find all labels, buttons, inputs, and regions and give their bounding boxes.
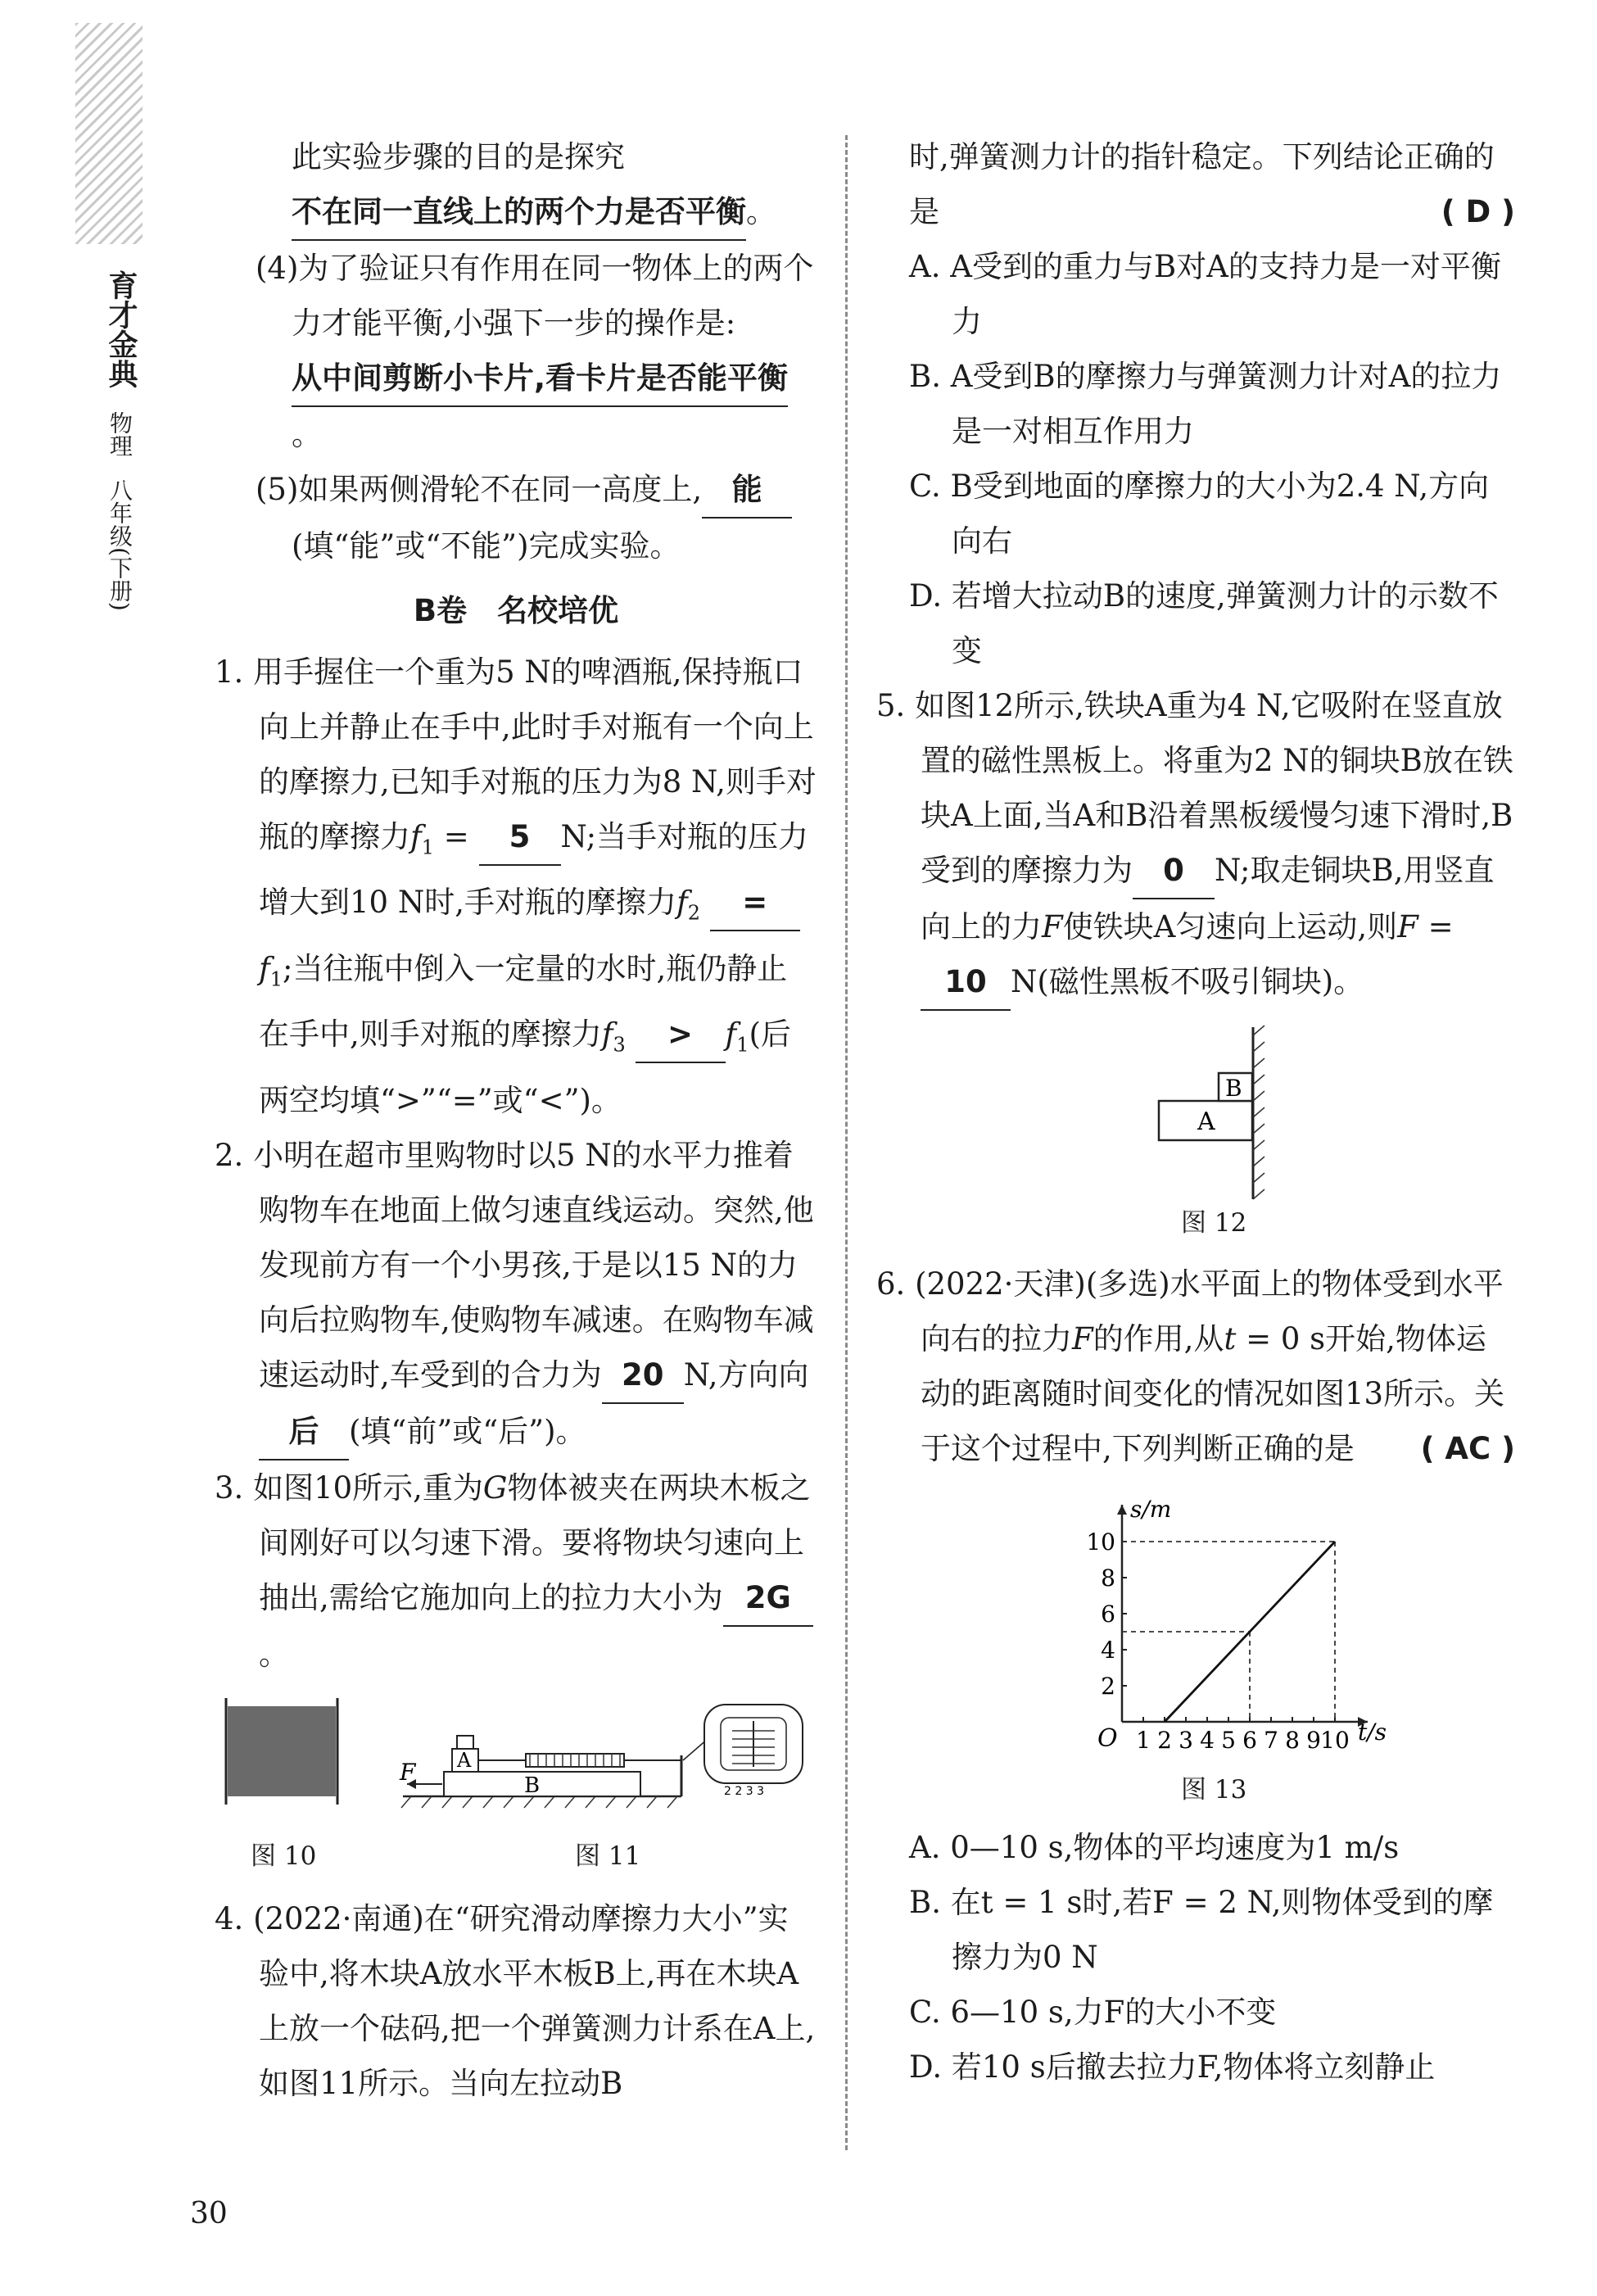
step3-end: 。 — [746, 194, 776, 229]
fig11-caption: 图 11 — [575, 1841, 641, 1871]
q6-t-symbol: t — [1224, 1321, 1237, 1356]
q6-option-d: D. 若10 s后撤去拉力F,物体将立刻静止 — [909, 2049, 1436, 2085]
figure-12 — [876, 1011, 1515, 1257]
q6-option-c: C. 6—10 s,力F的大小不变 — [909, 1995, 1277, 2030]
fig11-label-A: A — [457, 1748, 472, 1772]
q2-answer-2: 后 — [259, 1404, 349, 1460]
q1-answer-3: > — [636, 1007, 726, 1063]
brand-title: 育才金典 — [104, 270, 138, 388]
step4-text — [215, 241, 817, 462]
step5-prefix: (5)如果两侧滑轮不在同一高度上, — [256, 472, 703, 507]
q3-end: 。 — [259, 1636, 289, 1672]
y-tick-label: 10 — [1086, 1528, 1115, 1556]
x-tick-label: 5 — [1221, 1727, 1236, 1754]
step4-prefix: (4)为了验证只有作用在同一物体上的两个力才能平衡,小强下一步的操作是: — [256, 251, 814, 341]
q2-part-c: (填“前”或“后”)。 — [349, 1413, 586, 1449]
question-6 — [876, 1257, 1515, 1476]
q3-part-a: 3. 如图10所示,重为 — [215, 1470, 483, 1506]
fig11-label-B: B — [524, 1773, 541, 1798]
q5-part-b: N;取走铜块B,用竖直向上的力 — [921, 853, 1495, 944]
step4-answer: 从中间剪断小卡片,看卡片是否能平衡 — [292, 351, 788, 407]
figure-12-drawing — [876, 1011, 1515, 1224]
step5-text — [215, 462, 817, 573]
q4-option-c: C. B受到地面的摩擦力的大小为2.4 N,方向向右 — [909, 469, 1490, 559]
fig12-label-B: B — [1225, 1075, 1242, 1102]
decorative-stripes — [75, 23, 143, 244]
q1-part-d: (后两空均填“>”“=”或“<”)。 — [259, 1017, 791, 1118]
q4-option-a: A. A受到的重力与B对A的支持力是一对平衡力 — [909, 249, 1501, 339]
q1-f3-symbol: f — [601, 1017, 613, 1053]
grade-label: 八年级(下册) — [106, 478, 133, 611]
q6-part-b: 的作用,从 — [1093, 1321, 1224, 1356]
subject-label: 物理 — [106, 411, 133, 457]
q4-option-d: D. 若增大拉动B的速度,弹簧测力计的示数不变 — [909, 578, 1499, 668]
question-1: 1. 用手握住一个重为5 N的啤酒瓶,保持瓶口向上并静止在手中,此时手对瓶有一个向上的摩擦力,已知手对瓶的压力为8 N,则手对瓶的摩擦力$f_1 = 5$ N;当手对瓶的压力增大到10 N时,手对瓶的摩擦力$f_2 =f_1$;当往瓶中倒入一定量的水时,瓶仍静止在手中,则手对瓶的摩擦力$f_3 > f_1$(后两空均填“>”“=”或“<”)。 — [215, 654, 817, 1118]
x-tick-label: 7 — [1264, 1727, 1278, 1754]
x-tick-label: 9 — [1306, 1727, 1321, 1754]
x-tick-label: 4 — [1200, 1727, 1215, 1754]
q3-part-b: 物体被夹在两块木板之间刚好可以匀速下滑。要将物块匀速向上抽出,需给它施加向上的拉力大小为 — [259, 1470, 811, 1615]
figure-13 — [876, 1476, 1515, 1820]
q4-continuation: 时,弹簧测力计的指针稳定。下列结论正确的是 — [909, 139, 1495, 229]
q1-eq: = — [433, 819, 479, 854]
x-tick-label: 10 — [1320, 1727, 1350, 1754]
q5-part-d: N(磁性黑板不吸引铜块)。 — [1011, 964, 1364, 999]
section-heading: B卷 名校培优 — [413, 593, 619, 628]
x-tick-label: 8 — [1285, 1727, 1300, 1754]
step5-answer: 能 — [702, 462, 792, 519]
y-axis-label: s/m — [1130, 1496, 1172, 1523]
q1-answer-2: = — [710, 875, 800, 931]
q5-part-a: 5. 如图12所示,铁块A重为4 N,它吸附在竖直放置的磁性黑板上。将重为2 N的铜块B放在铁块A上面,当A和B沿着黑板缓慢匀速下滑时,B受到的摩擦力为 — [876, 688, 1513, 888]
q6-option-b: B. 在t = 1 s时,若F = 2 N,则物体受到的摩擦力为0 N — [909, 1885, 1494, 1975]
q1-f2-symbol: f — [676, 885, 688, 921]
y-tick-label: 6 — [1101, 1601, 1115, 1628]
q6-answer: ( AC ) — [1420, 1431, 1515, 1466]
q4-option-b: B. A受到B的摩擦力与弹簧测力计对A的拉力是一对相互作用力 — [909, 359, 1502, 449]
q5-part-c: 使铁块A匀速向上运动,则 — [1062, 909, 1398, 944]
q1-f1-symbol-b: f — [259, 950, 270, 986]
q5-F-symbol: F — [1042, 909, 1063, 944]
step4-end: 。 — [292, 417, 322, 452]
q1-part-c: ;当往瓶中倒入一定量的水时,瓶仍静止在手中,则手对瓶的摩擦力 — [259, 950, 788, 1053]
q1-f1-symbol-c: f — [725, 1017, 737, 1053]
x-axis-label: t/s — [1358, 1719, 1387, 1746]
y-tick-label: 8 — [1101, 1565, 1115, 1592]
q4-answer: ( D ) — [1441, 194, 1515, 229]
x-tick-label: 6 — [1242, 1727, 1257, 1754]
q1-f-symbol: f — [410, 819, 422, 854]
step5-end: (填“能”或“不能”)完成实验。 — [292, 528, 681, 564]
figures-10-11 — [215, 1682, 817, 1886]
x-tick-label: 1 — [1136, 1727, 1151, 1754]
x-tick-label: 2 — [1157, 1727, 1172, 1754]
q2-part-a: 2. 小明在超市里购物时以5 N的水平力推着购物车在地面上做匀速直线运动。突然,他发现前方有一个小男孩,于是以15 N的力向后拉购物车,使购物车减速。在购物车减速运动时,车受到的合力为 — [215, 1137, 814, 1393]
q1-answer-1: 5 — [479, 809, 561, 866]
y-tick-label: 4 — [1101, 1637, 1115, 1664]
q5-eq: = — [1418, 909, 1454, 944]
q6-F-symbol: F — [1072, 1321, 1093, 1356]
q5-answer-1: 0 — [1133, 843, 1215, 899]
y-axis-arrow — [1117, 1505, 1127, 1515]
fig11-label-F: F — [400, 1758, 416, 1786]
x-tick-label: 3 — [1179, 1727, 1193, 1754]
figure-11 — [399, 1705, 803, 1808]
st-graph — [876, 1476, 1515, 1779]
question-2 — [215, 1128, 817, 1460]
fig10-caption: 图 10 — [251, 1841, 317, 1871]
sidebar — [103, 270, 136, 611]
right-column — [876, 129, 1515, 2094]
page-number: 30 — [190, 2197, 228, 2230]
fig13-caption: 图 13 — [1181, 1775, 1247, 1805]
y-tick-label: 2 — [1101, 1673, 1115, 1700]
question-4-start: 4. (2022·南通)在“研究滑动摩擦力大小”实验中,将木块A放水平木板B上,再在木块A上放一个砝码,把一个弹簧测力计系在A上,如图11所示。当向左拉动B — [215, 1900, 816, 2101]
figure-10 — [226, 1698, 337, 1805]
q5-F-symbol-2: F — [1397, 909, 1418, 944]
column-divider — [845, 135, 848, 2150]
q2-answer-1: 20 — [602, 1347, 684, 1404]
fig11-scale-label: 2 2 3 3 — [724, 1784, 764, 1798]
q3-answer: 2G — [723, 1570, 813, 1627]
q6-part-a: 6. (2022·天津)(多选)水平面上的物体受到水平向右的拉力 — [876, 1266, 1504, 1356]
step3-text — [215, 129, 817, 241]
step3-answer: 不在同一直线上的两个力是否平衡 — [292, 184, 746, 241]
q3-g-symbol: G — [482, 1470, 508, 1506]
question-3 — [215, 1460, 817, 1682]
q2-part-b: N,方向向 — [683, 1356, 809, 1393]
fig12-label-A: A — [1197, 1107, 1215, 1136]
left-column — [215, 129, 817, 2111]
fig12-caption: 图 12 — [1181, 1208, 1247, 1238]
q1-part-a: 1. 用手握住一个重为5 N的啤酒瓶,保持瓶口向上并静止在手中,此时手对瓶有一个向上的摩擦力,已知手对瓶的压力为8 N,则手对瓶的摩擦力 — [215, 654, 817, 854]
step3-prefix: 此实验步骤的目的是探究 — [292, 139, 625, 174]
question-4-continued — [876, 129, 1515, 239]
q6-option-a: A. 0—10 s,物体的平均速度为1 m/s — [909, 1830, 1400, 1865]
q1-part-b: N;当手对瓶的压力增大到10 N时,手对瓶的摩擦力 — [259, 819, 809, 921]
origin-label: O — [1097, 1724, 1118, 1753]
question-5 — [876, 678, 1515, 1011]
q6-part-c: = 0 s开始,物体运动的距离随时间变化的情况如图13所示。关于这个过程中,下列判断正确的是 — [921, 1321, 1505, 1466]
q5-answer-2: 10 — [921, 954, 1011, 1011]
